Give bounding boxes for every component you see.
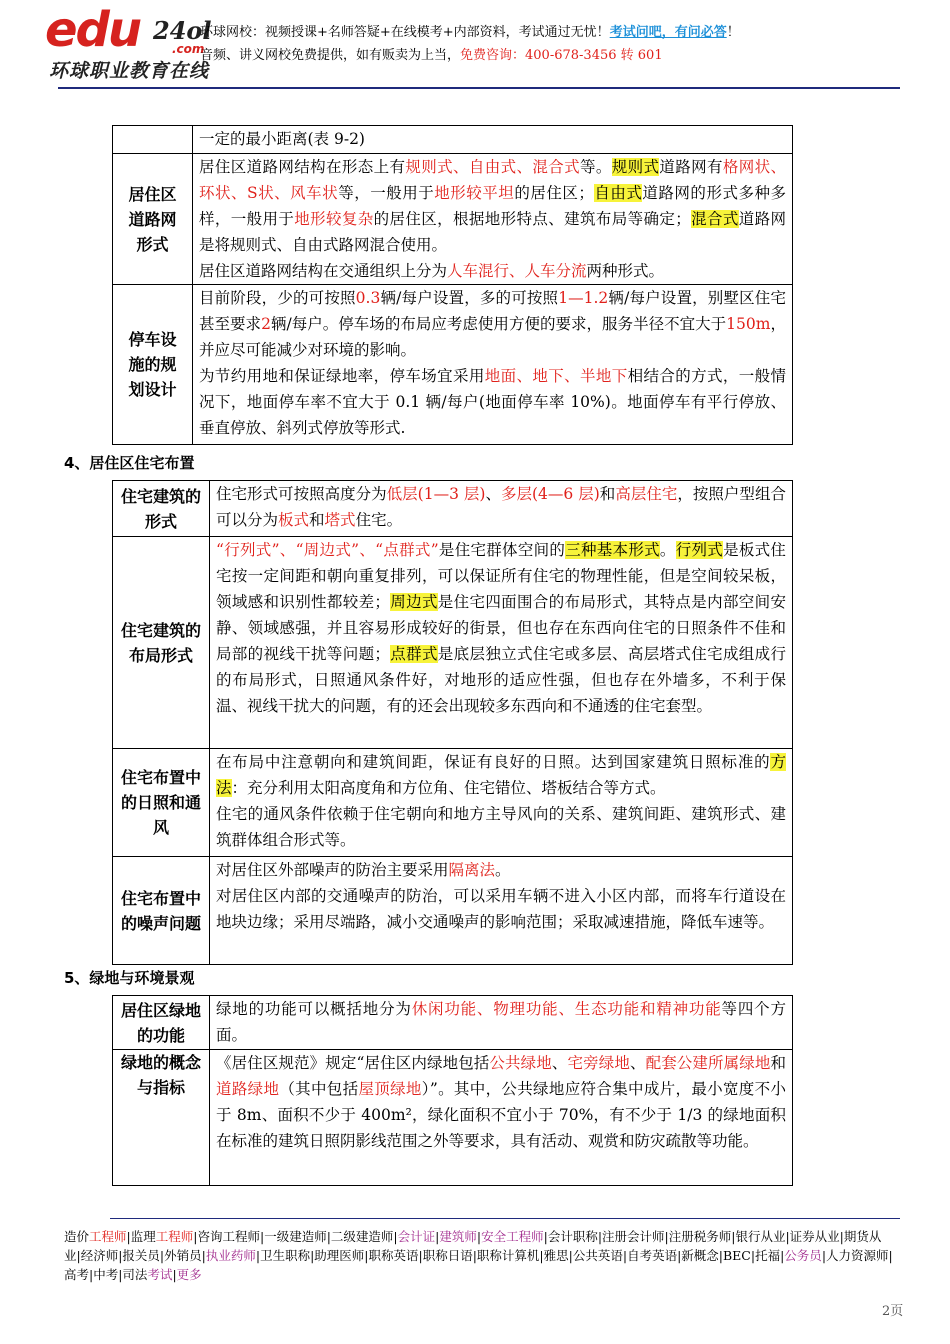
empty-label-cell — [113, 126, 193, 154]
row-label: 居住区绿地的功能 — [113, 996, 210, 1050]
header-divider — [58, 87, 900, 89]
row-label: 住宅布置中的日照和通风 — [113, 749, 210, 857]
table-row — [113, 996, 793, 1050]
paragraph: 对居住区内部的交通噪声的防治，可以采用车辆不进入小区内部，而将车行道设在地块边缘；采用尽端路，减小交通噪声的影响范围；采取减速措施，降低车速等。 — [216, 887, 786, 931]
consult-hotline: 免费咨询：400-678-3456 转 601 — [460, 48, 663, 63]
row-label: 住宅布置中的噪声问题 — [113, 857, 210, 965]
logo-com-text: .com — [172, 42, 205, 56]
footer-link[interactable]: |会计职称|注册会计师|注册税务师|银行从业|证券从业|期货从业|经济师|报关员|外销员| — [64, 1229, 882, 1263]
noise-content — [210, 857, 793, 965]
paragraph: 目前阶段，少的可按照0.3辆/每户设置，多的可按照1—1.2辆/每户设置，别墅区住宅甚至要求2辆/每户。停车场的布局应考虑使用方便的要求，服务半径不宜大于150m，并应尽可能减少对环境的影响。 — [199, 289, 786, 359]
paragraph: 在布局中注意朝向和建筑间距，保证有良好的日照。达到国家建筑日照标准的方法：充分利用太阳高度角和方位角、住宅错位、塔板结合等方式。 — [216, 753, 786, 797]
footer-link[interactable]: 公务员 — [784, 1248, 822, 1263]
footer-link[interactable]: |卫生职称|助理医师|职称英语|职称日语|职称计算机|雅思|公共英语|自考英语|新概念|BEC|托福| — [255, 1248, 785, 1263]
footer-link[interactable]: | — [435, 1229, 440, 1244]
logo-edu-text: edu — [45, 2, 141, 58]
section-heading: 4、居住区住宅布置 — [64, 454, 195, 472]
footer-link[interactable]: 造价 — [64, 1229, 90, 1244]
housing-layout-table — [112, 480, 793, 965]
paragraph: 为节约用地和保证绿地率，停车场宜采用地面、地下、半地下相结合的方式，一般情况下，地面停车率不宜大于 0.1 辆/每户(地面停车率 10%)。地面停车有平行停放、垂直停放、斜列式停放等形式. — [199, 367, 786, 437]
table-row — [113, 857, 793, 965]
sunlight-ventilation-content — [210, 749, 793, 857]
table-row — [113, 285, 793, 445]
ask-link[interactable]: 考试问吧，有问必答 — [609, 25, 727, 40]
paragraph: 居住区道路网结构在交通组织上分为人车混行、人车分流两种形式。 — [199, 262, 665, 280]
header-notice-text: 音频、讲义网校免费提供，如有贩卖为上当， — [200, 48, 461, 63]
footer-divider — [110, 1218, 900, 1219]
footer-link[interactable]: 工程师 — [155, 1229, 194, 1244]
row-label: 绿地的概念与指标 — [113, 1050, 210, 1186]
table-row — [113, 537, 793, 749]
page-number: 2页 — [882, 1304, 904, 1319]
footer-link[interactable]: | — [476, 1229, 482, 1244]
table-row — [113, 749, 793, 857]
header-notice-line — [200, 44, 663, 63]
footer-link[interactable]: |人力资源师|高考|中考|司法 — [64, 1248, 893, 1282]
table-row — [113, 126, 793, 154]
row-label: 停车设施的规划设计 — [113, 285, 193, 445]
paragraph: 居住区道路网结构在形态上有规则式、自由式、混合式等。规则式道路网有格网状、环状、S状、风车状等，一般用于地形较平坦的居住区；自由式道路网的形式多种多样，一般用于地形较复杂的居住区，根据地形特点、建筑布局等确定；混合式道路网是将规则式、自由式路网混合使用。 — [199, 158, 786, 254]
footer-link[interactable]: 执业药师 — [205, 1248, 256, 1263]
header-promo-text: 环球网校：视频授课+名师答疑+在线模考+内部资料，考试通过无忧！ — [200, 25, 610, 40]
footer-link[interactable]: | — [172, 1267, 177, 1282]
road-parking-table — [112, 125, 793, 445]
row-label: 住宅建筑的形式 — [113, 481, 210, 537]
footer-exam-links — [64, 1227, 894, 1284]
footer-link[interactable]: 工程师 — [89, 1229, 127, 1244]
footer-link[interactable]: 更多 — [176, 1267, 202, 1282]
table-row — [113, 154, 793, 285]
table-row — [113, 1050, 793, 1186]
green-function-content: 绿地的功能可以概括地分为休闲功能、物理功能、生态功能和精神功能等四个方面。 — [210, 996, 793, 1050]
footer-link[interactable]: |监理 — [126, 1229, 156, 1244]
footer-link[interactable]: 安全工程师 — [481, 1229, 544, 1244]
layout-form-content: “行列式”、“周边式”、“点群式”是住宅群体空间的三种基本形式。行列式是板式住宅按一定间距和朝向重复排列，可以保证所有住宅的物理性能，但是空间较呆板，领域感和识别性都较差；周边式是住宅四面围合的布局形式，其特点是内部空间安静、领域感强，并且容易形成较好的街景，但也存在东西向住宅的日照条件不佳和局部的视线干扰等问题；点群式是底层独立式住宅或多层、高层塔式住宅成组成行的布局形式，日照通风条件好，对地形的适应性强，但也存在外墙多，不利于保温、视线干扰大的问题，有的还会出现较多东西向和不通透的住宅套型。 — [210, 537, 793, 749]
row-label: 居住区道路网形式 — [113, 154, 193, 285]
logo-24ol-text: 24ol — [153, 16, 212, 45]
logo-subtitle: 环球职业教育在线 — [49, 60, 210, 82]
housing-form-content: 住宅形式可按照高度分为低层(1—3 层)、多层(4—6 层)和高层住宅，按照户型组合可以分为板式和塔式住宅。 — [210, 481, 793, 537]
green-space-table — [112, 995, 793, 1186]
paragraph: 住宅的通风条件依赖于住宅朝向和地方主导风向的关系、建筑间距、建筑形式、建筑群体组合形式等。 — [216, 805, 786, 849]
table-row — [113, 481, 793, 537]
green-concept-content: 《居住区规范》规定“居住区内绿地包括公共绿地、宅旁绿地、配套公建所属绿地和道路绿地（其中包括屋顶绿地）”。其中，公共绿地应符合集中成片，最小宽度不小于 8m、面积不少于 400m²，绿化面积不宜小于 70%，有不少于 1/3 的绿地面积在标准的建筑日照阴影线范围之外等要求，具有活动、观赏和防灾疏散等功能。 — [210, 1050, 793, 1186]
row-continuation-text: 一定的最小距离(表 9-2) — [193, 126, 793, 154]
header-promo-line — [200, 21, 740, 40]
header-promo-suffix: ！ — [726, 25, 740, 40]
edu24ol-logo[interactable] — [45, 2, 212, 82]
parking-content — [193, 285, 793, 445]
page-header — [0, 0, 950, 92]
footer-link[interactable]: |咨询工程师|一级建造师|二级建造师| — [193, 1229, 398, 1244]
section-heading: 5、绿地与环境景观 — [64, 969, 195, 987]
row-label: 住宅建筑的布局形式 — [113, 537, 210, 749]
paragraph: 对居住区外部噪声的防治主要采用隔离法。 — [216, 861, 511, 879]
footer-link[interactable]: 建筑师 — [439, 1229, 477, 1244]
road-network-content — [193, 154, 793, 285]
footer-link[interactable]: 考试 — [147, 1267, 173, 1282]
footer-link[interactable]: 会计证 — [397, 1229, 436, 1244]
